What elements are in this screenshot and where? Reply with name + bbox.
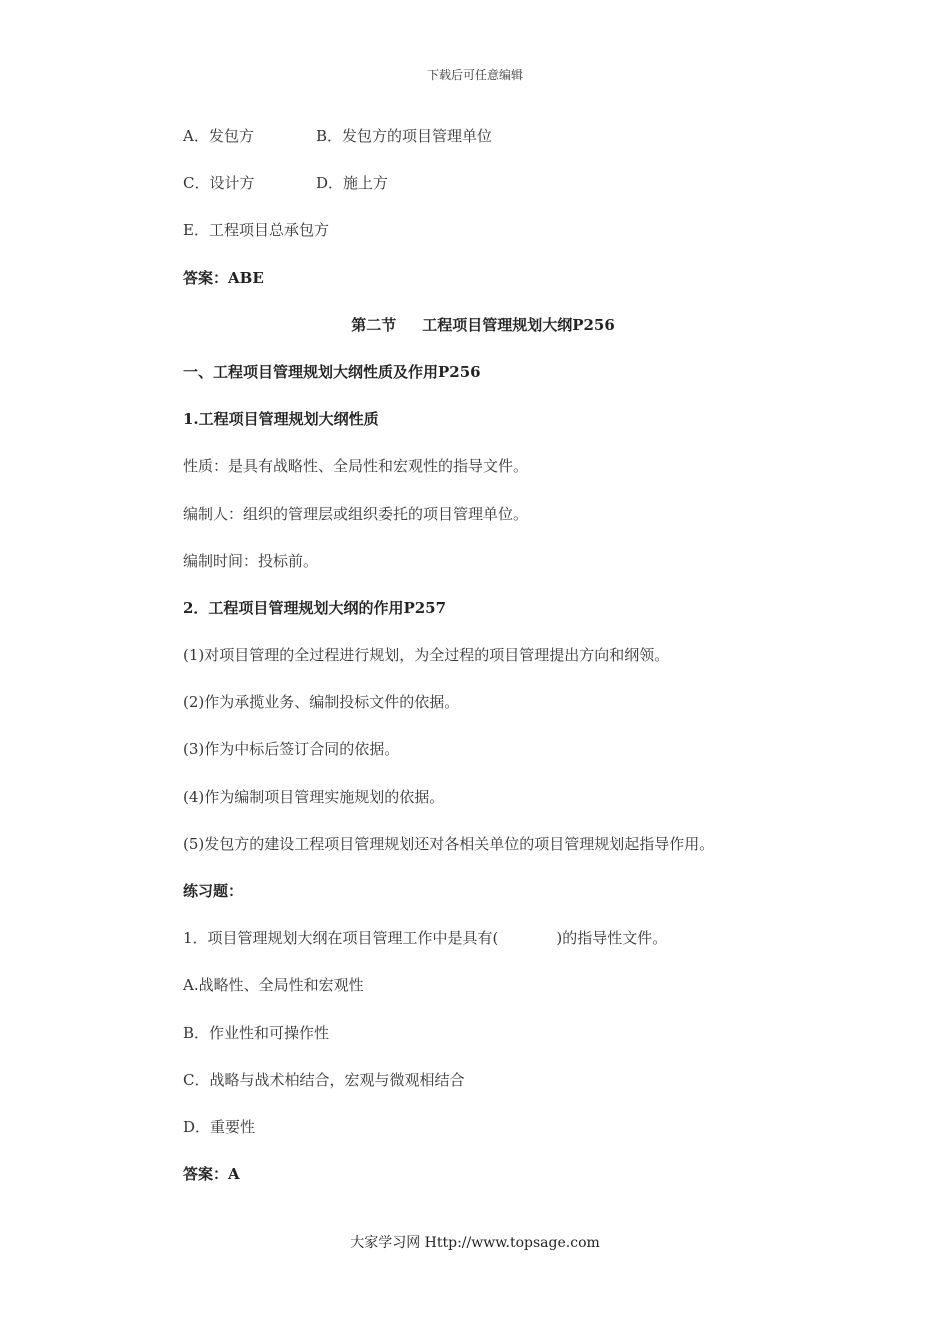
exercise-option-c: C．战略与战术柏结合，宏观与微观相结合 — [183, 1070, 465, 1089]
option-a: A．发包方 — [183, 127, 254, 145]
nature-line: 性质：是具有战略性、全局性和宏观性的指导文件。 — [183, 457, 529, 476]
option-b: B．发包方的项目管理单位 — [316, 127, 493, 145]
sub2-heading: 2．工程项目管理规划大纲的作用P257 — [183, 598, 447, 617]
option-row-ab — [183, 124, 783, 171]
time-line: 编制时间：投标前。 — [183, 551, 319, 570]
sub1-heading: 1.工程项目管理规划大纲性质 — [183, 410, 379, 429]
section-title: 工程项目管理规划大纲P256 — [422, 315, 615, 334]
exercise-option-d: D．重要性 — [183, 1117, 256, 1136]
role-item-2: (2)作为承揽业务、编制投标文件的依据。 — [183, 693, 460, 712]
role-item-5: (5)发包方的建设工程项目管理规划还对各相关单位的项目管理规划起指导作用。 — [183, 834, 715, 853]
option-c: C．设计方 — [183, 174, 255, 193]
exercise-option-a: A.战略性、全局性和宏观性 — [183, 976, 364, 995]
editor-line: 编制人：组织的管理层或组织委托的项目管理单位。 — [183, 504, 529, 523]
page-header: 下载后可任意编辑 — [426, 68, 523, 82]
exercise-question — [183, 926, 783, 973]
option-row-cd — [183, 171, 783, 218]
section-heading — [183, 313, 783, 360]
exercise-heading: 练习题： — [183, 882, 244, 900]
part1-heading: 一、工程项目管理规划大纲性质及作用P256 — [183, 362, 481, 381]
option-e: E．工程项目总承包方 — [183, 221, 329, 240]
role-item-4: (4)作为编制项目管理实施规划的依据。 — [183, 787, 445, 806]
question-text-after: )的指导性文件。 — [556, 929, 668, 948]
role-item-1: (1)对项目管理的全过程进行规划，为全过程的项目管理提出方向和纲领。 — [183, 646, 670, 665]
exercise-option-b: B．作业性和可操作性 — [183, 1023, 330, 1042]
option-d: D．施上方 — [316, 174, 389, 193]
question-text-before: 1．项目管理规划大纲在项目管理工作中是具有( — [183, 929, 499, 948]
exercise-answer: 答案：A — [183, 1165, 240, 1184]
page-footer: 大家学习网 Http://www.topsage.com — [350, 1235, 600, 1251]
section-number: 第二节 — [351, 315, 397, 334]
answer-prev: 答案：ABE — [183, 268, 264, 287]
document-body — [183, 124, 783, 1209]
role-item-3: (3)作为中标后签订合同的依据。 — [183, 740, 400, 759]
